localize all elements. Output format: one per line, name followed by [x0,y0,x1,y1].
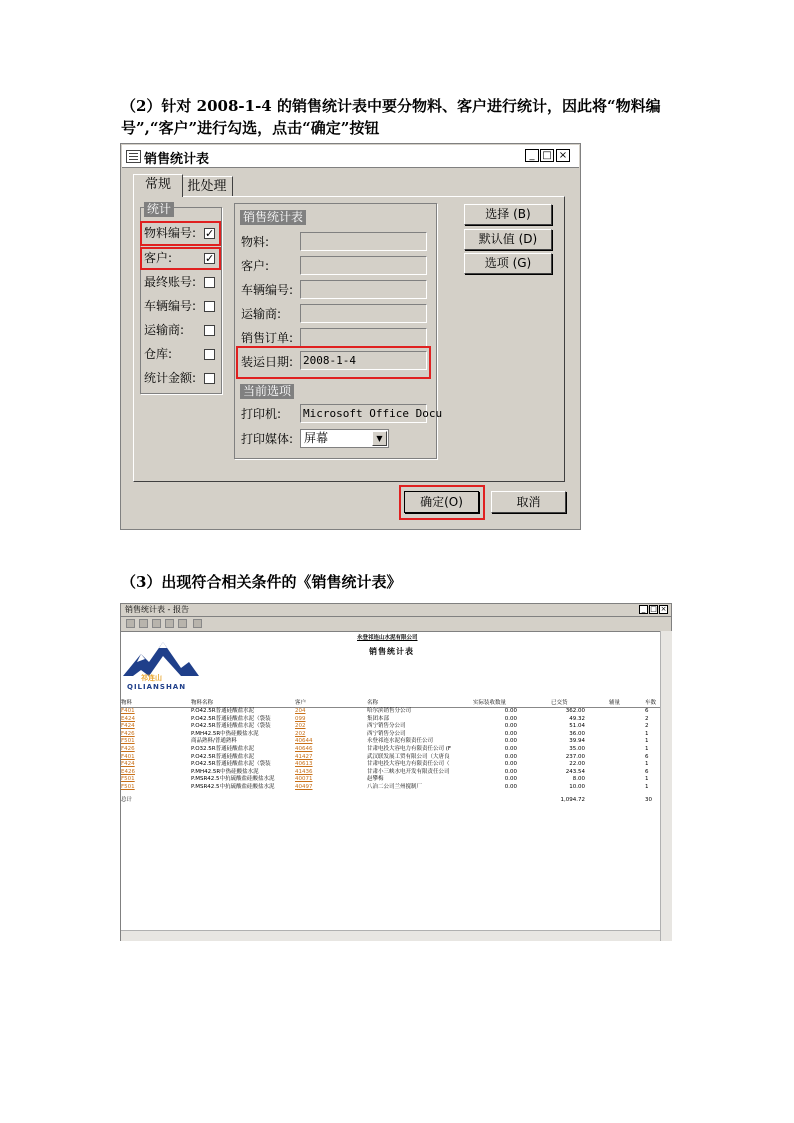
stat-label-warehouse: 仓库: [144,347,173,361]
select-button[interactable]: 选择 (B) [464,204,552,225]
field-carrier[interactable] [300,304,427,323]
step2-line2: 号”,“客户”进行勾选，点击“确定”按钮 [121,119,380,137]
cell-material-name: P.MH42.5R中热硅酸盐水泥 [191,730,259,737]
cell-delivered: 35.00 [569,746,585,752]
report-title: 销售统计表 [369,647,414,656]
cell-qty: 0.00 [504,761,517,768]
close-button[interactable]: × [556,149,570,162]
cell-material-name: P.MSR42.5中抗硫酸盐硅酸盐水泥 [191,784,275,790]
cell-trucks: 6 [645,753,649,760]
col-header-trucks: 车数 [645,700,657,706]
cell-trucks: 1 [645,761,649,768]
step2-line1: （2）针对 2008-1-4 的销售统计表中要分物料、客户进行统计，因此将“物料编 [121,97,661,115]
cell-qty: 0.00 [504,708,517,714]
stat-checkbox-customer[interactable]: ✓ [205,252,215,265]
cell-customer[interactable]: 099 [295,715,306,722]
report-window [120,603,672,941]
cell-customer[interactable]: 40646 [295,746,313,752]
cell-trucks: 1 [645,730,649,737]
cell-material[interactable]: F426 [121,746,135,752]
window-app-icon [126,150,141,163]
group-current-title: 当前选项 [240,384,294,399]
cell-material[interactable]: F501 [121,784,135,790]
stat-checkbox-carrier[interactable] [204,325,215,336]
cell-material[interactable]: F401 [121,753,135,760]
cell-material[interactable]: F401 [121,708,135,714]
highlight-customer [140,247,221,270]
col-header-material: 物料 [121,700,133,706]
cell-customer-name: 西宁销售分公司 [367,723,406,730]
step3-line: （3）出现符合相关条件的《销售统计表》 [121,573,402,591]
report-close-button[interactable]: × [660,605,667,613]
cell-trucks: 6 [645,708,649,714]
cell-material-name: P.O42.5R普通硅酸盐水泥（袋装 [191,761,271,768]
field-label-sales-order: 销售订单: [241,331,294,345]
cell-material[interactable]: F501 [121,738,135,745]
stat-checkbox-warehouse[interactable] [204,349,215,360]
ok-button[interactable]: 确定(O) [404,491,479,513]
field-label-ship-date: 装运日期: [241,355,294,369]
prev-page-icon[interactable] [152,619,161,628]
cell-customer[interactable]: 202 [295,730,306,737]
stat-label-carrier: 运输商: [144,323,185,337]
col-header-customer: 客户 [295,700,307,706]
minimize-button[interactable]: _ [525,149,539,162]
cell-material-name: P.MH42.5R中热硅酸盐水泥 [191,768,259,775]
print-icon[interactable] [126,619,135,628]
next-page-icon[interactable] [165,619,174,628]
cell-qty: 0.00 [504,738,517,745]
report-window-title: 销售统计表 - 报告 [125,605,189,614]
zoom-icon[interactable] [193,619,202,628]
tab-general[interactable]: 常规 [133,174,183,197]
cell-customer[interactable]: 41436 [295,768,313,775]
cell-delivered: 51.04 [569,723,585,730]
stat-label-vehicle: 车辆编号: [144,299,197,313]
report-company: 永登祁连山水泥有限公司 [357,635,418,641]
cell-material-name: P.MSR42.5中抗硫酸盐硅酸盐水泥 [191,776,275,783]
report-toolbar [121,617,671,632]
cell-customer[interactable]: 204 [295,708,306,714]
col-header-aux: 辅量 [609,700,621,706]
report-titlebar [121,604,671,617]
cell-customer-name: 甘肃电投大容电力有限责任公司（ [367,761,450,768]
horizontal-scrollbar[interactable] [121,930,660,941]
col-header-name: 名称 [367,700,379,706]
field-label-carrier: 运输商: [241,307,282,321]
field-material[interactable] [300,232,427,251]
group-stats-title: 统计 [144,202,174,217]
cell-trucks: 2 [645,723,649,730]
cell-customer-name: 甘肃小三峡水电开发有限责任公司 [367,768,450,775]
cell-customer[interactable]: 40497 [295,784,313,790]
printer-field[interactable]: Microsoft Office Docu [300,404,427,423]
field-vehicle[interactable] [300,280,427,299]
col-header-qty: 实际装收数量 [473,700,507,706]
chevron-down-icon[interactable]: ▼ [372,431,387,446]
vertical-scrollbar[interactable] [660,631,672,941]
cell-qty: 0.00 [504,730,517,737]
first-page-icon[interactable] [139,619,148,628]
cell-delivered: 36.00 [569,730,585,737]
cell-material[interactable]: F424 [121,761,135,768]
report-minimize-button[interactable]: _ [639,605,648,614]
total-label: 总计 [121,797,133,803]
cell-material-name: 商品熟料/普通熟料 [191,738,237,745]
cell-material-name: P.O42.5R普通硅酸盐水泥 [191,708,255,714]
col-header-material-name: 物料名称 [191,700,214,706]
col-header-delivered: 已交货 [551,700,568,706]
cell-qty: 0.00 [504,723,517,730]
field-ship-date[interactable]: 2008-1-4 [300,351,427,370]
cell-customer-name: 哈尔滨销售分公司 [367,708,412,714]
cell-qty: 0.00 [504,768,517,775]
cell-trucks: 2 [645,715,649,722]
highlight-ok [399,485,485,520]
cell-trucks: 1 [645,738,649,745]
media-label: 打印媒体: [241,432,294,446]
cell-customer-name: 甘肃电投大容电力有限责任公司 (F [367,746,452,752]
field-label-material: 物料: [241,235,270,249]
cell-customer[interactable]: 202 [295,723,306,730]
cell-delivered: 39.94 [569,738,585,745]
cell-delivered: 243.54 [565,768,585,775]
cell-qty: 0.00 [504,753,517,760]
cell-material-name: P.O42.5R普通硅酸盐水泥 [191,753,255,760]
cell-trucks: 6 [645,768,649,775]
cell-material[interactable]: F424 [121,723,135,730]
cell-delivered: 237.00 [565,753,585,760]
cell-customer[interactable]: 40613 [295,761,313,768]
default-button[interactable]: 默认值 (D) [464,229,552,250]
cell-qty: 0.00 [504,784,517,790]
cell-trucks: 1 [645,746,649,752]
report-maximize-button[interactable]: □ [650,605,657,613]
dialog-titlebar [122,145,579,168]
cell-material-name: P.O32.5R普通硅酸盐水泥 [191,746,255,752]
cell-trucks: 1 [645,776,649,783]
cell-customer[interactable]: 40644 [295,738,313,745]
cell-material-name: P.O42.5R普通硅酸盐水泥（袋装 [191,715,271,722]
field-label-customer: 客户: [241,259,270,273]
stat-label-customer: 客户: [144,251,173,265]
stat-checkbox-amount[interactable] [204,373,215,384]
tab-batch[interactable]: 批处理 [181,176,233,197]
stat-label-material: 物料编号: [144,226,197,240]
total-delivered: 1,094.72 [560,797,585,803]
group-report-title: 销售统计表 [240,210,306,225]
field-sales-order[interactable] [300,328,427,347]
stat-checkbox-final-account[interactable] [204,277,215,288]
sales-stats-dialog [120,143,581,530]
media-select-value: 屏幕 [304,431,329,445]
cell-qty: 0.00 [504,746,517,752]
dialog-title: 销售统计表 [144,152,210,167]
cell-customer-name: 西宁销售分公司 [367,730,406,737]
printer-label: 打印机: [241,407,282,421]
stat-checkbox-material[interactable]: ✓ [205,227,215,240]
stat-label-amount: 统计金额: [144,371,197,385]
cell-material-name: P.O42.5R普通硅酸盐水泥（袋装 [191,723,271,730]
cell-customer-name: 集团本部 [367,715,390,722]
stat-label-final-account: 最终账号: [144,275,197,289]
cell-qty: 0.00 [504,715,517,722]
logo-cn-text: 祁连山 [141,674,162,682]
cell-qty: 0.00 [504,776,517,783]
cell-customer[interactable]: 40071 [295,776,313,783]
cell-material[interactable]: E426 [121,768,135,775]
field-customer[interactable] [300,256,427,275]
cell-delivered: 49.32 [569,715,585,722]
cell-customer-name: 武汉联发展工贸有限公司（大唐良 [367,753,450,760]
cell-delivered: 10.00 [569,784,585,790]
total-trucks: 30 [645,797,652,803]
cell-material[interactable]: F501 [121,776,135,783]
cell-delivered: 22.00 [569,761,585,768]
cancel-button[interactable]: 取消 [491,491,566,513]
cell-customer-name: 永登祁连水泥有限责任公司 [367,738,434,745]
maximize-button[interactable]: □ [540,149,554,162]
cell-delivered: 362.00 [565,708,585,714]
highlight-ship-date [236,346,431,379]
cell-customer-name: 赵攀梅 [367,776,384,783]
cell-delivered: 8.00 [572,776,585,783]
cell-material[interactable]: E424 [121,715,135,722]
last-page-icon[interactable] [178,619,187,628]
media-select[interactable] [300,429,389,448]
options-button[interactable]: 选项 (G) [464,253,552,274]
cell-trucks: 1 [645,784,649,790]
highlight-material [140,221,221,246]
cell-customer[interactable]: 41427 [295,753,313,760]
stat-checkbox-vehicle[interactable] [204,301,215,312]
field-label-vehicle: 车辆编号: [241,283,294,297]
logo-en-text: QILIANSHAN [127,683,187,691]
cell-material[interactable]: F426 [121,730,135,737]
cell-customer-name: 八冶二公司兰州搅制厂 [367,784,423,790]
